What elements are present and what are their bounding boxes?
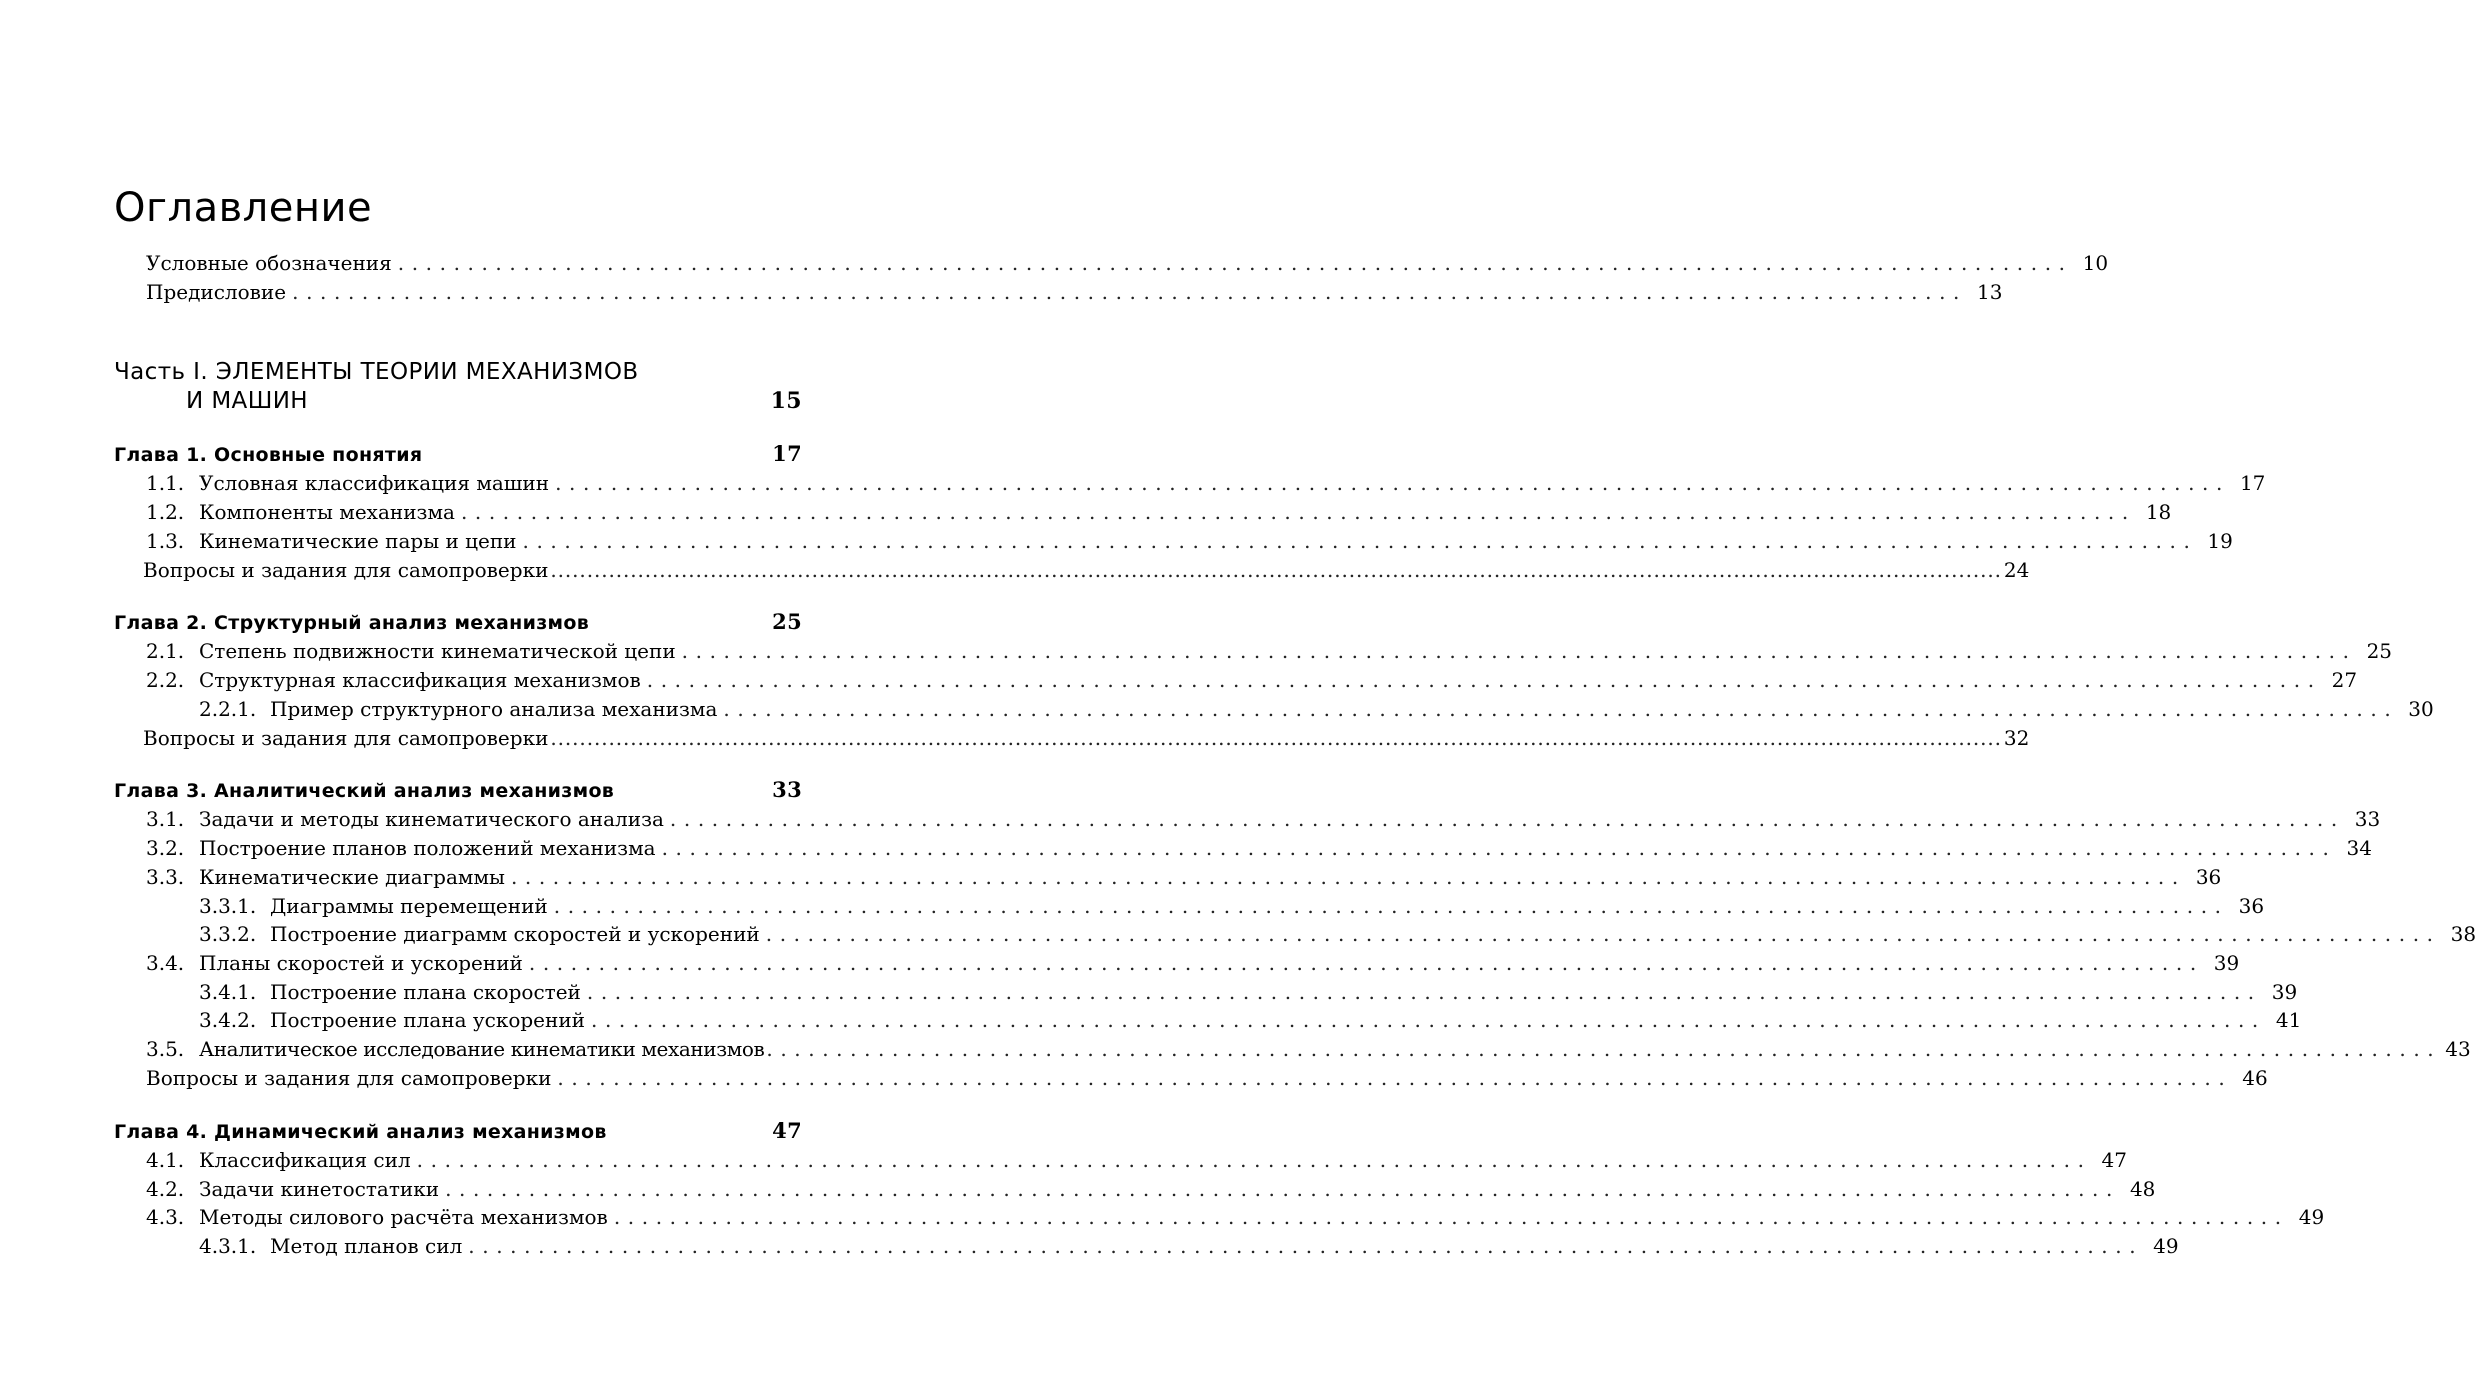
chapter-title: Глава 4. Динамический анализ механизмов <box>114 1121 607 1143</box>
toc-entry[interactable] <box>199 978 2298 1006</box>
part-title-line2: И МАШИН <box>186 388 308 414</box>
section-number: 4.3. <box>146 1205 185 1229</box>
toc-entry[interactable] <box>146 498 2172 526</box>
entry-page: 33 <box>2354 807 2381 831</box>
toc-entry[interactable] <box>199 1232 2179 1260</box>
entry-label: Метод планов сил <box>270 1234 463 1258</box>
entry-page: 18 <box>2145 500 2172 524</box>
entry-page: 30 <box>2408 697 2434 721</box>
entry-page: 27 <box>2331 668 2358 692</box>
section-number: 4.2. <box>146 1177 185 1201</box>
entry-label: Компоненты механизма <box>199 500 455 524</box>
toc-entry[interactable] <box>146 278 2003 306</box>
entry-page: 10 <box>2082 251 2109 275</box>
entry-label: Кинематические пары и цепи <box>199 529 517 553</box>
entry-page: 32 <box>2003 726 2030 750</box>
chapter-heading[interactable] <box>114 776 802 804</box>
chapter-page: 25 <box>772 609 802 634</box>
dot-leader: ........................................................................................................................ <box>591 1008 2266 1032</box>
section-number: 1.1. <box>146 471 185 495</box>
dot-leader: ........................................................................................................................ <box>766 1037 2442 1061</box>
dot-leader: ........................................................................................................................ <box>528 951 2204 975</box>
subsection-number: 2.2.1. <box>199 697 257 721</box>
entry-label: Предисловие <box>146 280 287 304</box>
dot-leader: ........................................................................................................................ <box>681 639 2357 663</box>
part-page: 15 <box>770 388 802 414</box>
subsection-number: 3.4.1. <box>199 980 257 1004</box>
chapter-heading[interactable] <box>114 608 802 636</box>
entry-page: 48 <box>2129 1177 2156 1201</box>
subsection-number: 3.3.2. <box>199 922 257 946</box>
toc-entry[interactable] <box>146 1175 2156 1203</box>
entry-label: Вопросы и задания для самопроверки <box>143 726 549 750</box>
entry-page: 38 <box>2450 922 2476 946</box>
entry-page: 25 <box>2366 639 2393 663</box>
toc-entry[interactable] <box>146 666 2358 694</box>
section-number: 4.1. <box>146 1148 185 1172</box>
entry-page: 47 <box>2101 1148 2127 1172</box>
chapter-title: Глава 3. Аналитический анализ механизмов <box>114 780 615 802</box>
entry-label: Условные обозначения <box>146 251 392 275</box>
dot-leader: ........................................................................................................................ <box>445 1177 2120 1201</box>
chapter-page: 33 <box>772 777 802 802</box>
toc-entry[interactable] <box>146 469 2266 497</box>
entry-page: 43 <box>2445 1037 2471 1061</box>
toc-entry[interactable] <box>146 1203 2325 1231</box>
dot-leader: ........................................................................................................................ <box>416 1148 2092 1172</box>
part-title-line1: Часть I. ЭЛЕМЕНТЫ ТЕОРИИ МЕХАНИЗМОВ <box>114 359 639 385</box>
entry-label: Вопросы и задания для самопроверки <box>143 558 549 582</box>
toc-entry[interactable] <box>146 249 2109 277</box>
section-number: 3.3. <box>146 865 185 889</box>
entry-label: Пример структурного анализа механизма <box>270 697 718 721</box>
entry-label: Условная классификация машин <box>199 471 550 495</box>
entry-label: Кинематические диаграммы <box>199 865 505 889</box>
entry-page: 19 <box>2207 529 2233 553</box>
entry-page: 41 <box>2275 1008 2302 1032</box>
chapter-heading[interactable] <box>114 1117 802 1145</box>
dot-leader: ........................................................................................................................ <box>555 471 2230 495</box>
entry-label: Планы скоростей и ускорений <box>199 951 523 975</box>
toc-entry[interactable] <box>146 1064 2268 1092</box>
dot-leader: ........................................................................................................................................................................................................ <box>550 558 2002 582</box>
entry-label: Построение диаграмм скоростей и ускорений <box>270 922 760 946</box>
chapter-heading[interactable] <box>114 440 802 468</box>
entry-label: Классификация сил <box>199 1148 411 1172</box>
entry-page: 34 <box>2346 836 2372 860</box>
dot-leader: ........................................................................................................................ <box>510 865 2186 889</box>
dot-leader: ........................................................................................................................ <box>765 922 2441 946</box>
entry-page: 49 <box>2153 1234 2179 1258</box>
entry-page: 17 <box>2239 471 2266 495</box>
subsection-number: 3.3.1. <box>199 894 257 918</box>
dot-leader: ........................................................................................................................ <box>723 697 2399 721</box>
entry-label: Задачи кинетостатики <box>199 1177 440 1201</box>
entry-label: Аналитическое исследование кинематики механизмов <box>199 1037 765 1061</box>
toc-entry[interactable] <box>146 863 2222 891</box>
toc-entry[interactable] <box>146 834 2372 862</box>
chapter-title: Глава 1. Основные понятия <box>114 444 423 466</box>
dot-leader: ........................................................................................................................ <box>661 836 2337 860</box>
section-number: 1.2. <box>146 500 185 524</box>
dot-leader: ........................................................................................................................ <box>557 1066 2233 1090</box>
entry-label: Построение планов положений механизма <box>199 836 656 860</box>
section-number: 3.5. <box>146 1037 185 1061</box>
entry-label: Методы силового расчёта механизмов <box>199 1205 608 1229</box>
subsection-number: 3.4.2. <box>199 1008 257 1032</box>
dot-leader: ........................................................................................................................................................................................................ <box>550 726 2002 750</box>
toc-entry[interactable] <box>199 695 2434 723</box>
toc-entry[interactable] <box>146 1146 2127 1174</box>
toc-entry[interactable] <box>143 724 2030 752</box>
dot-leader: ........................................................................................................................ <box>586 980 2262 1004</box>
entry-label: Структурная классификация механизмов <box>199 668 641 692</box>
toc-entry[interactable] <box>143 556 2030 584</box>
toc-entry[interactable] <box>146 949 2240 977</box>
toc-entry[interactable] <box>146 527 2233 555</box>
entry-page: 49 <box>2298 1205 2325 1229</box>
entry-page: 39 <box>2213 951 2240 975</box>
entry-label: Построение плана ускорений <box>270 1008 585 1032</box>
entry-label: Диаграммы перемещений <box>270 894 548 918</box>
subsection-number: 4.3.1. <box>199 1234 257 1258</box>
entry-page: 13 <box>1977 280 2003 304</box>
chapter-title: Глава 2. Структурный анализ механизмов <box>114 612 590 634</box>
dot-leader: ........................................................................................................................ <box>646 668 2322 692</box>
entry-label: Построение плана скоростей <box>270 980 581 1004</box>
entry-page: 24 <box>2003 558 2030 582</box>
page-title: Оглавление <box>114 185 373 231</box>
dot-leader: ........................................................................................................................ <box>460 500 2136 524</box>
entry-page: 46 <box>2242 1066 2268 1090</box>
section-number: 3.2. <box>146 836 185 860</box>
chapter-page: 17 <box>772 441 802 466</box>
chapter-page: 47 <box>772 1118 802 1143</box>
dot-leader: ........................................................................................................................ <box>292 280 1967 304</box>
entry-page: 36 <box>2195 865 2222 889</box>
dot-leader: ........................................................................................................................ <box>468 1234 2144 1258</box>
section-number: 1.3. <box>146 529 185 553</box>
section-number: 3.1. <box>146 807 185 831</box>
section-number: 3.4. <box>146 951 185 975</box>
part-heading[interactable] <box>114 358 802 416</box>
entry-label: Степень подвижности кинематической цепи <box>199 639 676 663</box>
dot-leader: ........................................................................................................................ <box>553 894 2229 918</box>
section-number: 2.2. <box>146 668 185 692</box>
entry-page: 36 <box>2238 894 2265 918</box>
toc-entry[interactable] <box>146 1035 2471 1063</box>
toc-entry[interactable] <box>199 892 2265 920</box>
toc-entry[interactable] <box>146 637 2393 665</box>
entry-page: 39 <box>2271 980 2298 1004</box>
dot-leader: ........................................................................................................................ <box>397 251 2073 275</box>
toc-entry[interactable] <box>199 1006 2302 1034</box>
dot-leader: ........................................................................................................................ <box>613 1205 2289 1229</box>
section-number: 2.1. <box>146 639 185 663</box>
entry-label: Задачи и методы кинематического анализа <box>199 807 664 831</box>
toc-entry[interactable] <box>146 805 2381 833</box>
dot-leader: ........................................................................................................................ <box>669 807 2345 831</box>
dot-leader: ........................................................................................................................ <box>522 529 2198 553</box>
toc-entry[interactable] <box>199 920 2476 948</box>
entry-label: Вопросы и задания для самопроверки <box>146 1066 552 1090</box>
